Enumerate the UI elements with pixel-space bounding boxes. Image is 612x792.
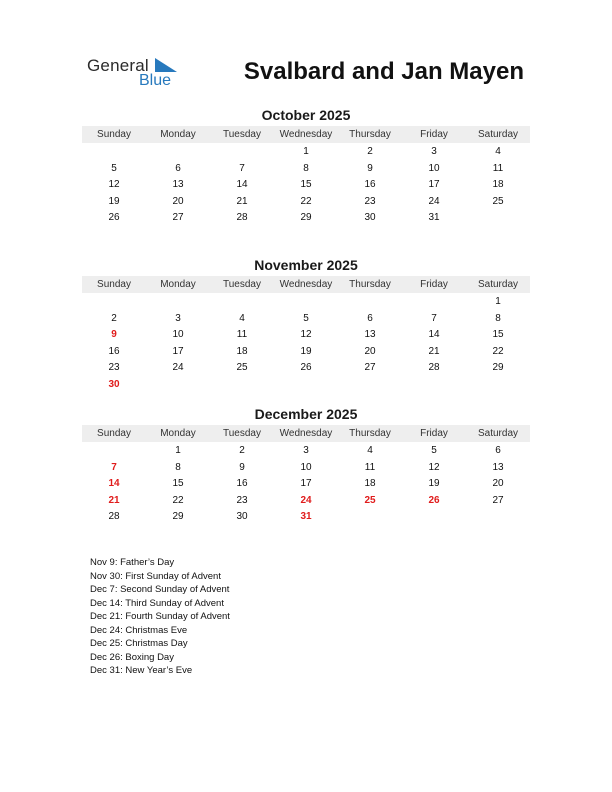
day-cell: 4	[367, 445, 373, 456]
weekday-header-row	[82, 126, 530, 143]
day-cell: 9	[367, 162, 373, 174]
day-cell: 19	[428, 478, 440, 490]
day-cell: 27	[172, 212, 184, 224]
day-cell: 5	[303, 312, 309, 324]
day-cell: 14	[236, 179, 248, 191]
week-row	[82, 377, 530, 394]
day-cell: 23	[236, 494, 248, 506]
logo-text-general: General	[87, 56, 149, 75]
day-cell: 26	[428, 494, 440, 506]
week-row	[82, 476, 530, 493]
day-cell: 24	[300, 494, 312, 506]
day-cell: 14	[108, 478, 120, 490]
empty-day-cell	[402, 509, 466, 526]
day-cell: 16	[364, 179, 376, 191]
page-header	[0, 0, 612, 100]
month-title: November 2025	[254, 257, 358, 273]
day-cell: 30	[108, 378, 120, 390]
empty-day-cell	[466, 377, 530, 394]
day-cell: 9	[239, 461, 245, 473]
empty-day-cell	[274, 294, 338, 311]
day-cell: 27	[364, 362, 376, 374]
month-october-2025	[82, 106, 530, 227]
empty-day-cell	[210, 377, 274, 394]
day-cell: 22	[492, 345, 504, 357]
holiday-item: Dec 31: New Year’s Eve	[90, 665, 193, 676]
day-cell: 17	[428, 179, 440, 191]
weekday-label: Wednesday	[279, 428, 333, 439]
day-cell: 18	[364, 478, 376, 490]
empty-day-cell	[338, 377, 402, 394]
day-cell: 6	[495, 445, 501, 456]
holiday-item: Dec 14: Third Sunday of Advent	[90, 597, 224, 609]
month-grid	[82, 442, 530, 526]
day-cell: 29	[172, 511, 184, 523]
holiday-item: Nov 30: First Sunday of Advent	[90, 570, 221, 582]
holiday-item: Dec 26: Boxing Day	[90, 651, 174, 663]
empty-day-cell	[338, 294, 402, 311]
empty-day-cell	[82, 144, 146, 161]
week-row	[82, 327, 530, 344]
day-cell: 12	[428, 461, 440, 473]
day-cell: 7	[111, 461, 117, 473]
day-cell: 3	[303, 445, 309, 456]
day-cell: 20	[492, 478, 504, 490]
day-cell: 18	[236, 345, 248, 357]
weekday-header-row	[82, 425, 530, 442]
day-cell: 23	[108, 362, 120, 374]
day-cell: 31	[428, 212, 440, 224]
day-cell: 16	[108, 345, 120, 357]
month-grid	[82, 293, 530, 394]
day-cell: 1	[303, 146, 309, 157]
day-cell: 6	[367, 312, 373, 324]
empty-day-cell	[402, 294, 466, 311]
week-row	[82, 210, 530, 227]
day-cell: 8	[175, 461, 181, 473]
week-row	[82, 161, 530, 178]
weekday-label: Sunday	[97, 279, 131, 290]
day-cell: 21	[236, 195, 248, 207]
day-cell: 13	[364, 329, 376, 341]
day-cell: 14	[428, 329, 440, 341]
day-cell: 6	[175, 162, 181, 174]
week-row	[82, 360, 530, 377]
weekday-label: Wednesday	[279, 129, 333, 140]
day-cell: 8	[495, 312, 501, 324]
month-december-2025	[82, 405, 530, 526]
day-cell: 15	[300, 179, 312, 191]
day-cell: 11	[364, 461, 376, 473]
logo-text-blue: Blue	[139, 72, 172, 89]
empty-day-cell	[402, 377, 466, 394]
day-cell: 28	[108, 511, 120, 523]
empty-day-cell	[466, 210, 530, 227]
day-cell: 3	[431, 146, 437, 157]
week-row	[82, 194, 530, 211]
day-cell: 3	[175, 312, 181, 324]
weekday-label: Tuesday	[223, 129, 261, 140]
day-cell: 22	[172, 494, 184, 506]
weekday-label: Saturday	[477, 129, 519, 140]
holiday-item: Dec 21: Fourth Sunday of Advent	[90, 611, 230, 622]
day-cell: 25	[236, 362, 248, 374]
day-cell: 11	[492, 162, 504, 174]
generalblue-logo	[87, 56, 187, 92]
week-row	[82, 344, 530, 361]
day-cell: 4	[239, 312, 245, 324]
day-cell: 8	[303, 162, 309, 174]
day-cell: 18	[492, 179, 504, 191]
holiday-item: Nov 9: Father’s Day	[90, 557, 175, 568]
month-grid	[82, 143, 530, 227]
day-cell: 23	[364, 195, 376, 207]
weekday-label: Sunday	[97, 129, 131, 140]
weekday-label: Friday	[420, 129, 448, 140]
day-cell: 29	[492, 362, 504, 374]
empty-day-cell	[146, 294, 210, 311]
day-cell: 26	[300, 362, 312, 374]
empty-day-cell	[338, 509, 402, 526]
weekday-label: Tuesday	[223, 279, 261, 290]
week-row	[82, 144, 530, 161]
empty-day-cell	[210, 294, 274, 311]
day-cell: 19	[108, 195, 120, 207]
day-cell: 26	[108, 212, 120, 224]
holiday-item: Dec 7: Second Sunday of Advent	[90, 584, 230, 595]
day-cell: 21	[108, 494, 120, 506]
day-cell: 2	[111, 312, 117, 324]
day-cell: 24	[428, 195, 440, 207]
day-cell: 9	[111, 329, 117, 341]
day-cell: 17	[300, 478, 312, 490]
weekday-label: Monday	[160, 428, 196, 439]
day-cell: 10	[428, 162, 440, 174]
week-row	[82, 294, 530, 311]
weekday-label: Tuesday	[223, 428, 261, 439]
empty-day-cell	[466, 509, 530, 526]
empty-day-cell	[146, 377, 210, 394]
weekday-label: Wednesday	[279, 279, 333, 290]
day-cell: 2	[239, 445, 245, 456]
empty-day-cell	[146, 144, 210, 161]
day-cell: 17	[172, 345, 184, 357]
day-cell: 13	[172, 179, 184, 191]
weekday-label: Monday	[160, 129, 196, 140]
day-cell: 15	[492, 329, 504, 341]
empty-day-cell	[274, 377, 338, 394]
weekday-label: Sunday	[97, 428, 131, 439]
logo-triangle-icon	[155, 58, 177, 74]
holiday-list	[90, 556, 230, 678]
day-cell: 7	[239, 162, 245, 174]
empty-day-cell	[210, 144, 274, 161]
week-row	[82, 493, 530, 510]
day-cell: 25	[492, 195, 504, 207]
day-cell: 27	[492, 494, 504, 506]
empty-day-cell	[82, 443, 146, 460]
day-cell: 15	[172, 478, 184, 490]
day-cell: 30	[364, 212, 376, 224]
day-cell: 12	[300, 329, 312, 341]
day-cell: 10	[300, 461, 312, 473]
day-cell: 20	[364, 345, 376, 357]
day-cell: 5	[111, 162, 117, 174]
day-cell: 28	[236, 212, 248, 224]
day-cell: 16	[236, 478, 248, 490]
day-cell: 2	[367, 146, 373, 157]
day-cell: 5	[431, 445, 437, 456]
day-cell: 1	[175, 445, 181, 456]
day-cell: 12	[108, 179, 120, 191]
day-cell: 29	[300, 212, 312, 224]
month-title: October 2025	[261, 107, 351, 123]
day-cell: 10	[172, 329, 184, 341]
weekday-label: Friday	[420, 428, 448, 439]
week-row	[82, 177, 530, 194]
holiday-item: Dec 24: Christmas Eve	[90, 624, 188, 636]
month-november-2025	[82, 256, 530, 394]
day-cell: 31	[300, 511, 312, 523]
day-cell: 30	[236, 511, 248, 523]
weekday-header-row	[82, 276, 530, 293]
day-cell: 24	[172, 362, 184, 374]
day-cell: 22	[300, 195, 312, 207]
weekday-label: Thursday	[349, 279, 391, 290]
month-title: December 2025	[254, 406, 358, 422]
day-cell: 4	[495, 146, 501, 157]
holiday-item: Dec 25: Christmas Day	[90, 638, 188, 649]
day-cell: 21	[428, 345, 440, 357]
day-cell: 28	[428, 362, 440, 374]
day-cell: 13	[492, 461, 504, 473]
week-row	[82, 443, 530, 460]
week-row	[82, 460, 530, 477]
day-cell: 11	[236, 329, 248, 341]
day-cell: 20	[172, 195, 184, 207]
weekday-label: Thursday	[349, 129, 391, 140]
day-cell: 7	[431, 312, 437, 324]
weekday-label: Saturday	[477, 279, 519, 290]
weekday-label: Thursday	[349, 428, 391, 439]
day-cell: 1	[495, 296, 501, 307]
empty-day-cell	[82, 294, 146, 311]
page-title: Svalbard and Jan Mayen	[243, 58, 524, 85]
week-row	[82, 509, 530, 526]
weekday-label: Saturday	[477, 428, 519, 439]
day-cell: 19	[300, 345, 312, 357]
weekday-label: Friday	[420, 279, 448, 290]
day-cell: 25	[364, 494, 376, 506]
weekday-label: Monday	[160, 279, 196, 290]
week-row	[82, 311, 530, 328]
